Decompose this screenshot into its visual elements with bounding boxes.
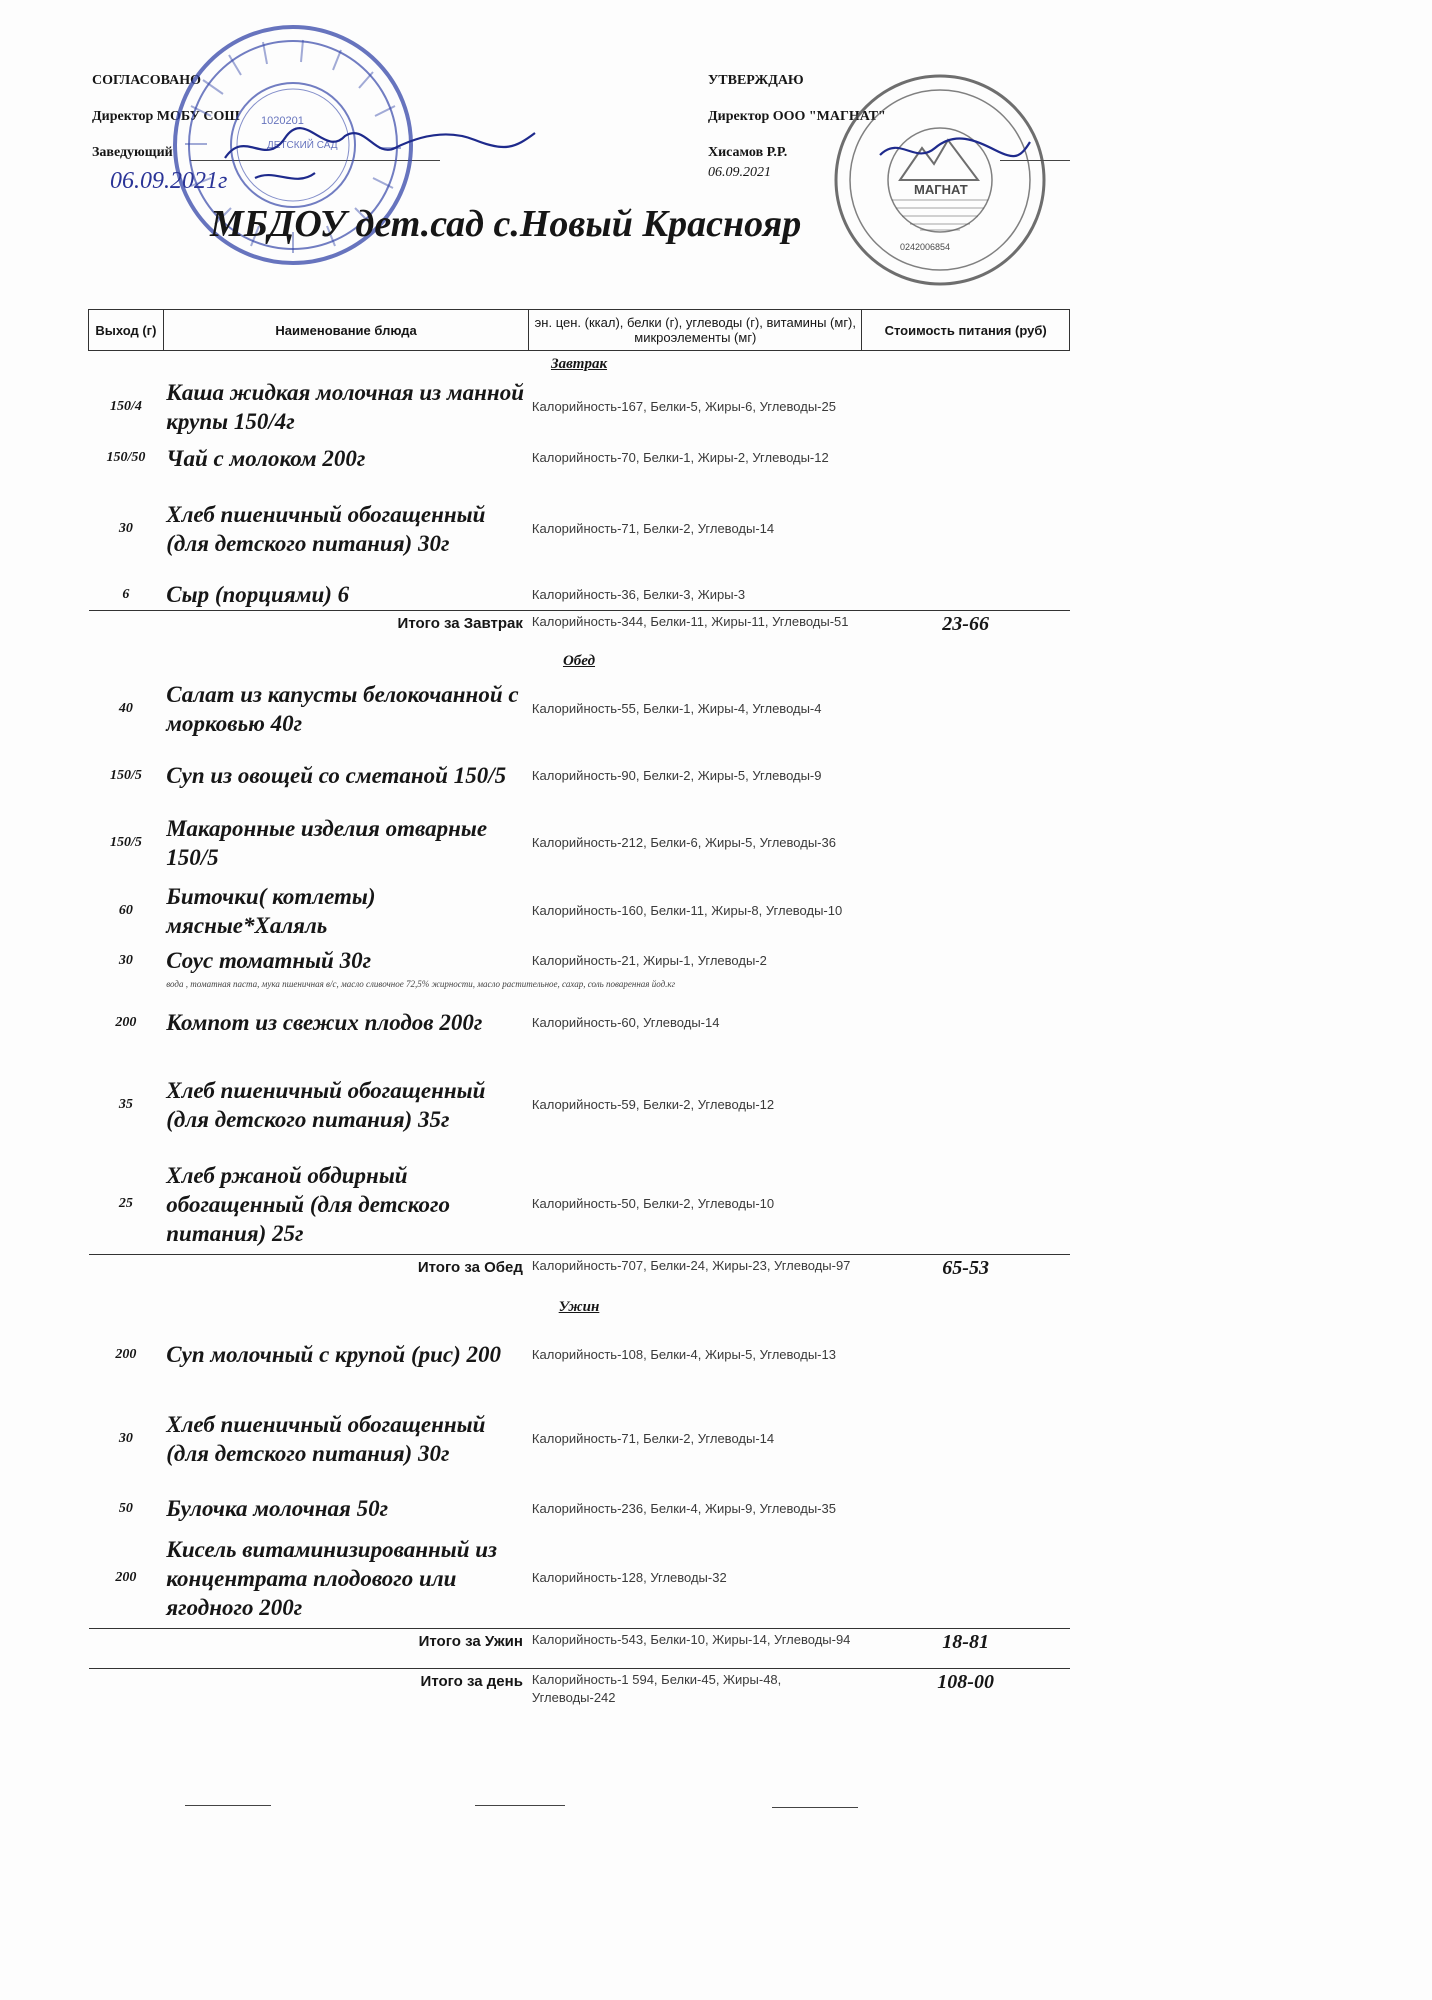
table-row (89, 945, 1070, 977)
stamp-left-number: 1020201 (261, 115, 304, 127)
energy-cell: Калорийность-71, Белки-2, Углеводы-14 (531, 1430, 775, 1446)
yield-cell: 35 (118, 1096, 133, 1112)
table-row (89, 1055, 1070, 1155)
yield-cell: 150/50 (106, 450, 146, 465)
signature-right (875, 130, 1035, 170)
bottom-signature-line (772, 1807, 858, 1808)
cost-cell (862, 809, 1070, 877)
recipe-note: вода , томатная паста, мука пшеничная в/с, масло сливочное 72,5% жирности, масло растительное, сахар, соль поваренная йод.кг (166, 978, 676, 989)
total-cost: 108-00 (862, 1669, 1070, 1711)
energy-cell: Калорийность-160, Белки-11, Жиры-8, Углеводы-10 (531, 902, 843, 918)
cost-cell (862, 1389, 1070, 1489)
table-row (89, 579, 1070, 611)
dish-name-cell: Соус томатный 30г (166, 948, 372, 973)
total-cost: 18-81 (862, 1629, 1070, 1669)
table-row (89, 1529, 1070, 1629)
company-stamp-seal (830, 68, 1050, 293)
dish-name-cell: Сыр (порциями) 6 (166, 582, 350, 607)
table-row (89, 1489, 1070, 1529)
dish-name-cell: Хлеб пшеничный обогащенный (для детского питания) 35г (166, 1077, 486, 1132)
total-energy: Калорийность-344, Белки-11, Жиры-11, Углеводы-51 (529, 611, 862, 649)
energy-cell: Калорийность-90, Белки-2, Жиры-5, Углеводы-9 (531, 767, 822, 783)
approve-label: УТВЕРЖДАЮ (708, 73, 804, 88)
table-row (89, 377, 1070, 437)
yield-cell: 200 (115, 1570, 137, 1586)
energy-cell: Калорийность-167, Белки-5, Жиры-6, Углеводы-25 (531, 399, 836, 414)
energy-cell: Калорийность-71, Белки-2, Углеводы-14 (531, 521, 775, 536)
energy-cell: Калорийность-50, Белки-2, Углеводы-10 (531, 1196, 775, 1212)
dish-name-cell: Биточки( котлеты) мясные*Халяль (166, 883, 376, 938)
table-row (89, 675, 1070, 743)
stamp-right-text: МАГНАТ (914, 182, 968, 197)
table-row (89, 1155, 1070, 1255)
energy-cell: Калорийность-21, Жиры-1, Углеводы-2 (531, 952, 767, 968)
cost-cell (862, 1321, 1070, 1389)
dish-name-cell: Суп из овощей со сметаной 150/5 (166, 763, 507, 788)
bottom-signature-line (475, 1805, 565, 1806)
yield-cell: 50 (118, 1500, 133, 1516)
header-yield: Выход (г) (89, 310, 164, 351)
dish-name-cell: Салат из капусты белокочанной с морковью 40г (166, 681, 519, 736)
section-lunch (89, 649, 1070, 675)
yield-cell: 30 (118, 952, 133, 968)
day-total-row (89, 1669, 1070, 1711)
yield-cell: 200 (115, 1014, 137, 1030)
dish-name-cell: Компот из свежих плодов 200г (166, 1010, 483, 1035)
table-row (89, 809, 1070, 877)
yield-cell: 30 (118, 521, 133, 536)
section-title: Ужин (558, 1299, 600, 1315)
yield-cell: 25 (118, 1196, 133, 1212)
total-energy: Калорийность-707, Белки-24, Жиры-23, Углеводы-97 (529, 1255, 862, 1295)
head-label: Заведующий (92, 145, 173, 160)
table-row (89, 479, 1070, 579)
yield-cell: 200 (115, 1346, 137, 1362)
page-title: МБДОУ дет.сад с.Новый Краснояр (210, 203, 802, 245)
yield-cell: 30 (118, 1430, 133, 1446)
dish-name-cell: Суп молочный с крупой (рис) 200 (166, 1342, 502, 1367)
yield-cell: 150/5 (109, 834, 142, 850)
recipe-note-row (89, 977, 1070, 991)
total-label: Итого за Обед (89, 1255, 529, 1295)
dish-name-cell: Хлеб пшеничный обогащенный (для детского питания) 30г (166, 1411, 486, 1466)
table-row (89, 743, 1070, 809)
signature-date-left: 06.09.2021г (110, 168, 228, 194)
yield-cell: 60 (118, 902, 133, 918)
cost-cell (862, 1055, 1070, 1155)
energy-cell: Калорийность-60, Углеводы-14 (531, 1014, 720, 1030)
energy-cell: Калорийность-55, Белки-1, Жиры-4, Углеводы-4 (531, 700, 822, 716)
approved-label: СОГЛАСОВАНО (92, 73, 201, 88)
energy-cell: Калорийность-70, Белки-1, Жиры-2, Углеводы-12 (531, 450, 829, 465)
director-school-label: Директор МОБУ СОШ (92, 109, 240, 124)
stamp-left-text: ДЕТСКИЙ САД (267, 140, 338, 151)
approval-date: 06.09.2021 (708, 165, 771, 180)
dish-name-cell: Хлеб ржаной обдирный обогащенный (для детского питания) 25г (166, 1162, 450, 1246)
dish-name-cell: Кисель витаминизированный из концентрата плодового или ягодного 200г (166, 1536, 498, 1620)
yield-cell: 40 (118, 700, 133, 716)
cost-cell (862, 945, 1070, 977)
header-cost: Стоимость питания (руб) (862, 310, 1070, 351)
section-dinner (89, 1295, 1070, 1321)
table-row (89, 1321, 1070, 1389)
menu-table (88, 309, 1070, 1711)
energy-cell: Калорийность-108, Белки-4, Жиры-5, Углеводы-13 (531, 1346, 836, 1362)
header-dish-name: Наименование блюда (163, 310, 529, 351)
energy-cell: Калорийность-59, Белки-2, Углеводы-12 (531, 1096, 775, 1112)
yield-cell: 6 (122, 586, 130, 602)
cost-cell (862, 675, 1070, 743)
cost-cell (862, 1529, 1070, 1629)
yield-cell: 150/5 (109, 767, 142, 783)
bottom-signature-line (185, 1805, 271, 1806)
cost-cell (862, 877, 1070, 945)
breakfast-total-row (89, 611, 1070, 649)
director-name: Хисамов Р.Р. (708, 145, 788, 160)
yield-cell: 150/4 (109, 399, 142, 414)
lunch-total-row (89, 1255, 1070, 1295)
signature-left (215, 118, 545, 198)
section-title: Завтрак (550, 355, 608, 372)
cost-cell (862, 377, 1070, 437)
table-row (89, 991, 1070, 1055)
total-label: Итого за день (89, 1669, 529, 1711)
cost-cell (862, 1489, 1070, 1529)
cost-cell (862, 579, 1070, 611)
total-energy: Калорийность-543, Белки-10, Жиры-14, Углеводы-94 (529, 1629, 862, 1669)
energy-cell: Калорийность-128, Углеводы-32 (531, 1570, 727, 1586)
cost-cell (862, 1155, 1070, 1255)
dinner-total-row (89, 1629, 1070, 1669)
cost-cell (862, 479, 1070, 579)
section-title: Обед (562, 653, 596, 669)
dish-name-cell: Булочка молочная 50г (166, 1496, 389, 1521)
total-cost: 23-66 (862, 611, 1070, 649)
cost-cell (862, 437, 1070, 479)
total-label: Итого за Ужин (89, 1629, 529, 1669)
table-row (89, 1389, 1070, 1489)
dish-name-cell: Каша жидкая молочная из манной крупы 150/4г (166, 380, 524, 434)
section-breakfast (89, 351, 1070, 378)
table-row (89, 437, 1070, 479)
table-header-row (89, 310, 1070, 351)
total-energy: Калорийность-1 594, Белки-45, Жиры-48, Углеводы-242 (529, 1669, 862, 1711)
dish-name-cell: Макаронные изделия отварные 150/5 (166, 815, 488, 870)
energy-cell: Калорийность-236, Белки-4, Жиры-9, Углеводы-35 (531, 1500, 836, 1516)
director-company-label: Директор ООО "МАГНАТ" (708, 109, 886, 124)
header-energy: эн. цен. (ккал), белки (г), углеводы (г), витамины (мг), микроэлементы (мг) (529, 310, 862, 351)
total-cost: 65-53 (862, 1255, 1070, 1295)
energy-cell: Калорийность-212, Белки-6, Жиры-5, Углеводы-36 (531, 834, 836, 850)
dish-name-cell: Чай с молоком 200г (166, 445, 366, 471)
table-row (89, 877, 1070, 945)
cost-cell (862, 743, 1070, 809)
dish-name-cell: Хлеб пшеничный обогащенный (для детского питания) 30г (166, 502, 486, 556)
energy-cell: Калорийность-36, Белки-3, Жиры-3 (531, 586, 746, 602)
total-label: Итого за Завтрак (89, 611, 529, 649)
stamp-right-number: 0242006854 (900, 242, 951, 252)
cost-cell (862, 991, 1070, 1055)
